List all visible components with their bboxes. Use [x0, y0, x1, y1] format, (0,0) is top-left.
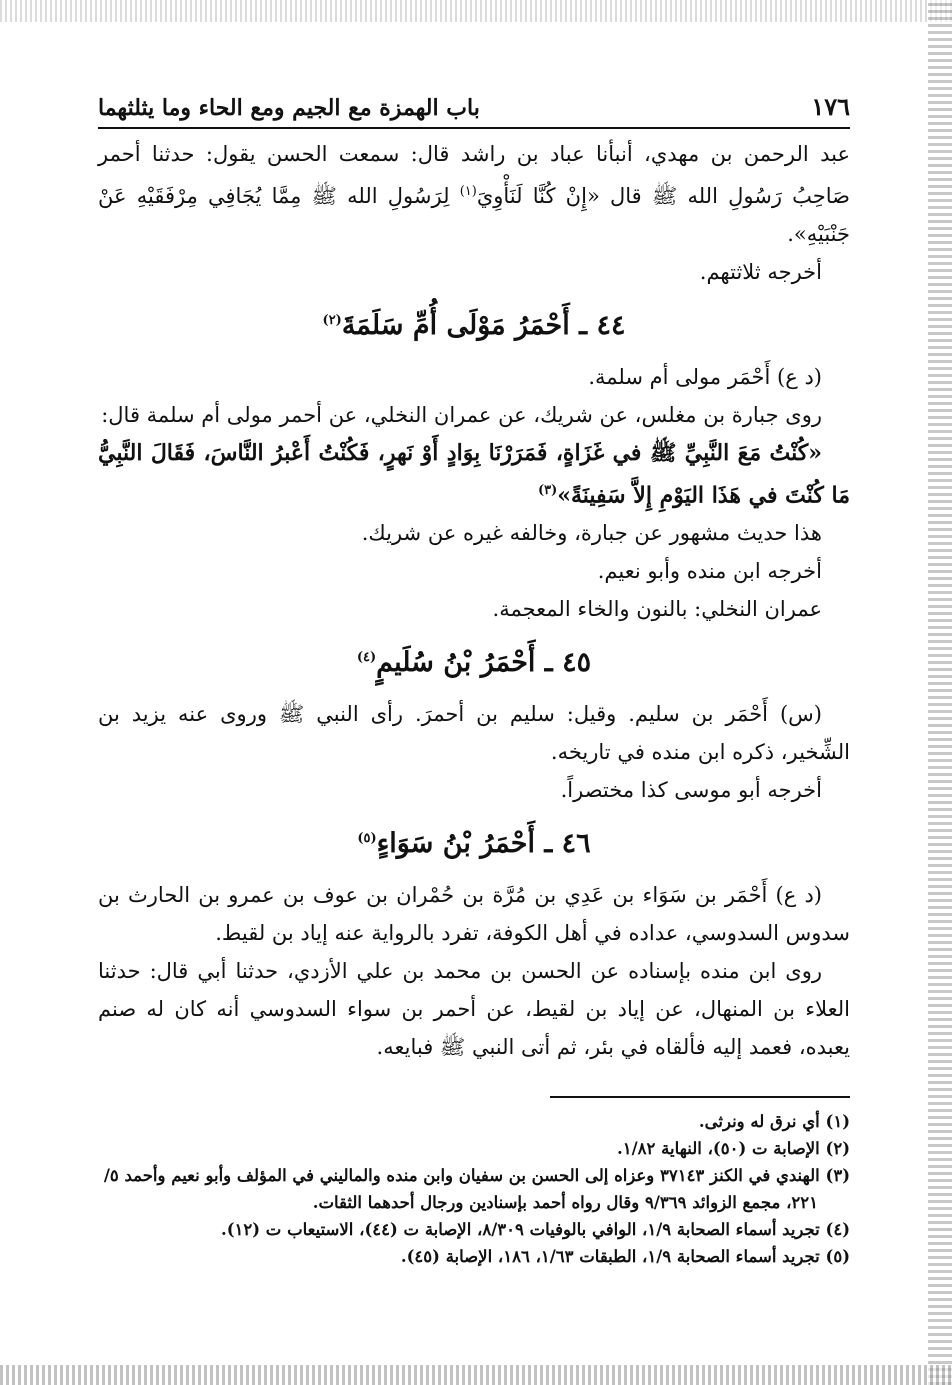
entry-heading-44: ٤٤ ـ أَحْمَرُ مَوْلَى أُمِّ سَلَمَةَ$^{(٢)}$	[322, 310, 626, 341]
footnote-5: (٥) تجريد أسماء الصحابة ١/٩، الطبقات ١/٦٣، ١٨٦، الإصابة (٤٥).	[400, 1247, 850, 1267]
page-border-bottom	[0, 1365, 952, 1385]
paragraph-6: هذا حديث مشهور عن جبارة، وخالفه غيره عن شريك.	[361, 521, 822, 546]
paragraph-4: روى جبارة بن مغلس، عن شريك، عن عمران النخلي، عن أحمر مولى أم سلمة قال:	[101, 403, 822, 427]
paragraph-9: (س) أَحْمَر بن سليم. وقيل: سليم بن أحمرَ. رأى النبي ﷺ وروى عنه يزيد بن الشِّخير، ذكره ابن منده في تاريخه.	[98, 702, 850, 765]
book-page	[98, 92, 850, 1342]
paragraph-10: أخرجه أبو موسى كذا مختصراً.	[560, 778, 822, 803]
footnote-ref-1: (١)	[459, 184, 477, 199]
footnote-1: (١) أي نرق له ونرثى.	[698, 1112, 850, 1132]
page-border-top	[0, 0, 952, 22]
paragraph-12: روى ابن منده بإسناده عن الحسن بن محمد بن علي الأزدي، حدثنا أبي قال: حدثنا العلاء بن المنهال، عن إياد بن لقيط، عن أحمر بن سواء السدوسي أنه كان له صنم يعبده، فعمد إليه فألقاه في بئر، ثم أتى النبي ﷺ فبايعه.	[98, 959, 850, 1060]
entry-heading-46: ٤٦ ـ أَحْمَرُ بْنُ سَوَاءٍ$^{(٥)}$	[357, 828, 591, 860]
paragraph-7: أخرجه ابن منده وأبو نعيم.	[597, 559, 822, 584]
page-border-right	[928, 0, 952, 1385]
running-header	[98, 92, 850, 129]
paragraph-2: أخرجه ثلاثتهم.	[699, 260, 822, 284]
entry-heading-45: ٤٥ ـ أَحْمَرُ بْنُ سُلَيمٍ$^{(٤)}$	[356, 647, 592, 679]
paragraph-11: (د ع) أَحْمَر بن سَوَاء بن عَدِي بن مُرَّة بن حُمْران بن عوف بن عمرو بن الحارث بن سدوس السدوسي، عداده في أهل الكوفة، تفرد بالرواية عنه إياد بن لقيط.	[98, 883, 850, 946]
hadith-quote: «كُنْتُ مَعَ النَّبِيِّ ﷺ في غَزَاةٍ، فَمَرَرْنَا بِوَادٍ أَوْ نَهرٍ، فَكُنْتُ أَعْبرُ النَّاسَ، فَقَالَ النَّبِيُّ مَا كُنْتَ في هَذَا اليَوْمِ إِلاَّ سَفِينَةً»$^{(٣)}$	[98, 440, 850, 509]
chapter-title: باب الهمزة مع الجيم ومع الحاء وما يثلثهما	[98, 95, 480, 121]
footnote-3: (٣) الهندي في الكنز ٣٧١٤٣ وعزاه إلى الحسن بن سفيان وابن منده والماليني في المؤلف وأبو نعيم وأحمد ٥/	[103, 1166, 850, 1186]
footnote-4: (٤) تجريد أسماء الصحابة ١/٩، الوافي بالوفيات ٨/٣٠٩، الإصابة ت (٤٤)، الاستيعاب ت (١٢).	[220, 1220, 850, 1240]
paragraph-3: (د ع) أَحْمَر مولى أم سلمة.	[588, 365, 822, 389]
page-number: ١٧٦	[811, 92, 850, 121]
footnote-separator	[550, 1096, 850, 1098]
footnote-2: (٢) الإصابة ت (٥٠)، النهاية ١/٨٢.	[617, 1139, 850, 1159]
paragraph-8: عمران النخلي: بالنون والخاء المعجمة.	[492, 597, 822, 622]
paragraph-1: عبد الرحمن بن مهدي، أنبأنا عباد بن راشد قال: سمعت الحسن يقول: حدثنا أحمر صَاحِبُ رَسُولِ الله ﷺ قال «إِنْ كُنَّا لَنَأْوِيَ$^{(١)}$ لِرَسُولِ الله ﷺ مِمَّا يُجَافِي مِرْفَقَيْهِ عَنْ جَنْبَيْهِ».	[98, 142, 850, 246]
footnote-3-continued: ٢٢١، مجمع الزوائد ٩/٣٦٩ وقال رواه أحمد بإسنادين ورجال أحدهما الثقات.	[312, 1193, 818, 1213]
